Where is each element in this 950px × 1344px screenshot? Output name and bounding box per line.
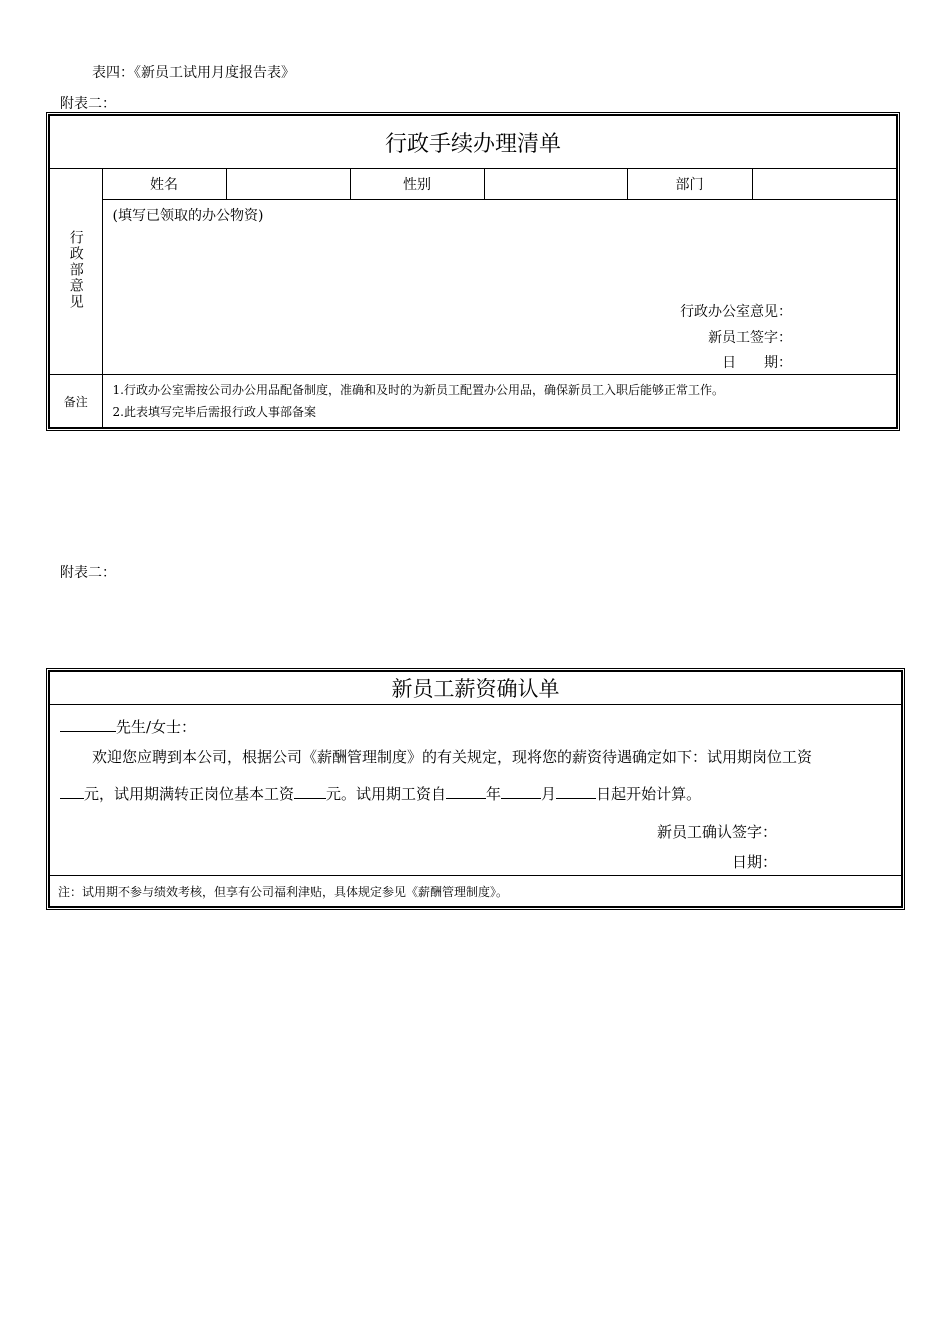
name-blank[interactable] [60,717,116,732]
name-value-cell[interactable] [226,169,350,200]
probation-wage-blank[interactable] [60,784,84,799]
table-caption: 表四：《新员工试用月度报告表》 [92,65,295,81]
admin-form-title: 行政手续办理清单 [49,115,897,169]
salary-paragraph-1: 欢迎您应聘到本公司，根据公司《薪酬管理制度》的有关规定，现将您的薪资待遇确定如下：试用期岗位工资 [92,748,813,766]
salary-content [49,705,902,876]
appendix-label: 附表二： [60,565,116,581]
remarks-label: 备注 [49,375,102,429]
remark-item: 1.行政办公室需按公司办公用品配备制度，准确和及时的为新员工配置办公用品，确保新员工入职后能够正常工作。 [112,383,724,397]
remark-item: 2.此表填写完毕后需报行政人事部备案 [112,405,316,419]
year-label: 年 [486,785,502,803]
admin-opinion-side-text: 行政部意见 [67,229,84,310]
department-value-cell[interactable] [752,169,897,200]
paragraph-text: 元。试用期工资自 [326,785,447,803]
salutation: 先生/女士： [116,718,197,736]
day-blank[interactable] [556,784,596,799]
office-opinion-label: 行政办公室意见： [680,304,793,320]
confirm-sign-label: 新员工确认签字： [656,823,777,841]
gender-value-cell[interactable] [484,169,627,200]
employee-sign-label: 新员工签字： [708,330,793,346]
salary-footnote: 注：试用期不参与绩效考核，但享有公司福利津贴，具体规定参见《薪酬管理制度》。 [49,876,902,908]
date-label: 日 期： [722,355,793,371]
paragraph-text: 日起开始计算。 [596,785,702,803]
salary-confirmation-table [48,670,903,908]
admin-opinion-body[interactable] [102,200,897,375]
name-label: 姓名 [102,169,226,200]
gender-label: 性别 [350,169,484,200]
remarks-cell [102,375,897,429]
paragraph-text: 元，试用期满转正岗位基本工资 [84,785,295,803]
month-label: 月 [541,785,557,803]
salutation-line [60,716,196,737]
month-blank[interactable] [501,784,541,799]
salary-paragraph-2 [60,783,701,804]
department-label: 部门 [627,169,752,200]
salary-form-title: 新员工薪资确认单 [49,671,902,705]
admin-procedures-table [48,114,898,429]
salary-date-label: 日期： [731,853,777,871]
admin-opinion-side-label [49,169,102,375]
year-blank[interactable] [446,784,486,799]
supplies-hint: (填写已领取的办公物资) [112,208,264,224]
regular-wage-blank[interactable] [294,784,326,799]
appendix-label: 附表二： [60,96,116,112]
